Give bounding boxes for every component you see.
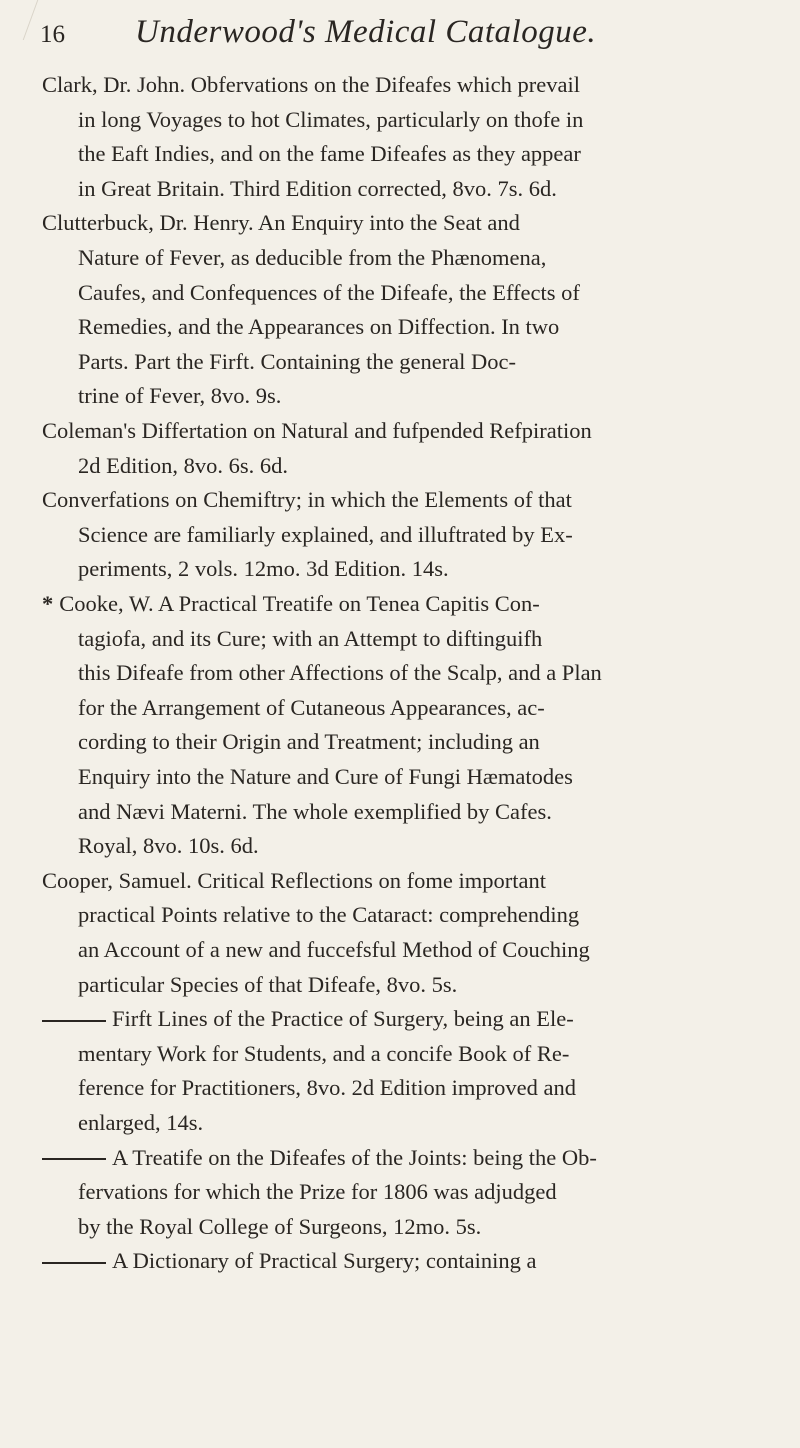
- entry-text: this Difeafe from other Affections of the Scalp, and a Plan: [78, 660, 602, 686]
- entry-continuation-line: [78, 1210, 481, 1244]
- entry-text: A Treatife on the Difeafes of the Joints: being the Ob-: [112, 1144, 597, 1170]
- entry-text: in Great Britain. Third Edition corrected, 8vo. 7s. 6d.: [78, 175, 557, 201]
- entry-continuation-line: [78, 656, 602, 690]
- ditto-dash: [42, 1020, 106, 1022]
- entry-first-line: [42, 1244, 536, 1278]
- running-title: Underwood's Medical Catalogue.: [135, 14, 597, 50]
- entry-text: fervations for which the Prize for 1806 was adjudged: [78, 1179, 557, 1205]
- entry-text: ference for Practitioners, 8vo. 2d Edition improved and: [78, 1075, 576, 1101]
- entry-text: Caufes, and Confequences of the Difeafe, the Effects of: [78, 279, 580, 305]
- entry-continuation-line: [78, 137, 581, 171]
- entry-continuation-line: [78, 103, 583, 137]
- entry-text: the Eaft Indies, and on the fame Difeafes as they appear: [78, 141, 581, 167]
- entry-continuation-line: [78, 760, 573, 794]
- page-header: [40, 14, 780, 64]
- entry-text: in long Voyages to hot Climates, particularly on thofe in: [78, 106, 584, 132]
- entry-continuation-line: [78, 345, 516, 379]
- entry-text: 2d Edition, 8vo. 6s. 6d.: [78, 452, 289, 478]
- entry-continuation-line: [78, 968, 457, 1002]
- entry-first-line: [42, 206, 520, 240]
- entry-continuation-line: [78, 622, 542, 656]
- entry-continuation-line: [78, 725, 540, 759]
- entry-text: Cooper, Samuel. Critical Reflections on fome important: [42, 867, 546, 893]
- entry-text: particular Species of that Difeafe, 8vo. 5s.: [78, 971, 458, 997]
- entry-continuation-line: [78, 552, 449, 586]
- entry-continuation-line: [78, 1071, 576, 1105]
- entry-text: Science are familiarly explained, and illuftrated by Ex-: [78, 521, 573, 547]
- entry-text: Converfations on Chemiftry; in which the Elements of that: [42, 487, 572, 513]
- entry-marker: *: [42, 591, 54, 616]
- entry-text: Enquiry into the Nature and Cure of Fungi Hæmatodes: [78, 764, 573, 789]
- entry-first-line: [42, 68, 580, 102]
- entry-continuation-line: [78, 691, 545, 725]
- entry-first-line: [42, 483, 572, 517]
- entry-continuation-line: [78, 1037, 569, 1071]
- entry-text: A Dictionary of Practical Surgery; containing a: [112, 1248, 537, 1274]
- entry-text: Parts. Part the Firft. Containing the general Doc-: [78, 348, 517, 374]
- entry-first-line: [42, 414, 592, 448]
- entry-text: enlarged, 14s.: [78, 1110, 204, 1135]
- entry-continuation-line: [78, 276, 580, 310]
- entry-continuation-line: [78, 933, 590, 967]
- entry-continuation-line: [78, 379, 281, 413]
- entry-continuation-line: [78, 172, 557, 206]
- entry-first-line: [42, 1141, 597, 1175]
- entry-continuation-line: [78, 310, 559, 344]
- entry-continuation-line: [78, 1106, 203, 1140]
- entry-text: mentary Work for Students, and a concife Book of Re-: [78, 1040, 570, 1066]
- entry-continuation-line: [78, 795, 552, 829]
- entry-continuation-line: [78, 898, 579, 932]
- entry-text: Royal, 8vo. 10s. 6d.: [78, 833, 259, 859]
- entry-text: Firft Lines of the Practice of Surgery, being an Ele-: [112, 1006, 574, 1032]
- entry-text: practical Points relative to the Cataract: comprehending: [78, 902, 580, 928]
- entry-continuation-line: [78, 449, 288, 483]
- ditto-dash: [42, 1158, 106, 1160]
- entry-text: cording to their Origin and Treatment; including an: [78, 729, 540, 755]
- entry-text: Remedies, and the Appearances on Diffection. In two: [78, 314, 560, 340]
- entry-first-line: [42, 587, 540, 621]
- entry-text: tagiofa, and its Cure; with an Attempt to diftinguifh: [78, 625, 543, 651]
- entry-text: trine of Fever, 8vo. 9s.: [78, 383, 282, 409]
- entry-first-line: [42, 864, 546, 898]
- entry-text: Coleman's Differtation on Natural and fufpended Refpiration: [42, 418, 592, 443]
- entry-first-line: [42, 1002, 574, 1036]
- entry-continuation-line: [78, 1175, 557, 1209]
- entry-continuation-line: [78, 518, 573, 552]
- entry-text: Cooke, W. A Practical Treatife on Tenea Capitis Con-: [59, 591, 540, 616]
- entry-continuation-line: [78, 829, 259, 863]
- entry-continuation-line: [78, 241, 546, 275]
- entry-text: an Account of a new and fuccefsful Method of Couching: [78, 937, 590, 962]
- entry-text: Clutterbuck, Dr. Henry. An Enquiry into the Seat and: [42, 210, 520, 236]
- entry-text: by the Royal College of Surgeons, 12mo. 5s.: [78, 1213, 482, 1239]
- ditto-dash: [42, 1262, 106, 1264]
- entry-text: periments, 2 vols. 12mo. 3d Edition. 14s.: [78, 556, 449, 582]
- entry-text: and Nævi Materni. The whole exemplified by Cafes.: [78, 798, 552, 824]
- page-corner-mark: [0, 0, 38, 40]
- entry-text: Nature of Fever, as deducible from the Phænomena,: [78, 245, 547, 270]
- page-number: 16: [40, 21, 65, 48]
- entry-text: Clark, Dr. John. Obfervations on the Difeafes which prevail: [42, 72, 580, 97]
- entry-text: for the Arrangement of Cutaneous Appearances, ac-: [78, 694, 545, 720]
